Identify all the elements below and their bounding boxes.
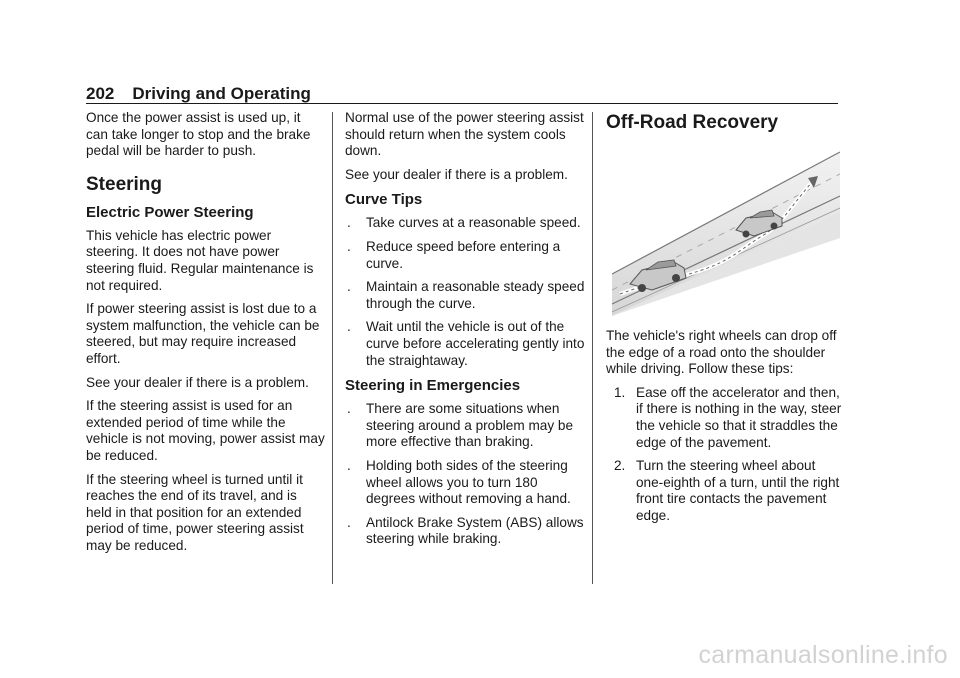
curve-tips-list: [345, 215, 585, 369]
emergencies-list: [345, 401, 585, 548]
bullet: .: [347, 319, 351, 335]
column-left: [86, 110, 326, 561]
paragraph: Normal use of the power steering assist should return when the system cools down.: [345, 110, 584, 159]
list-item: 2. Turn the steering wheel about one-eighth of a turn, until the right front tire contacts the pavement edge.: [614, 458, 840, 523]
bullet: .: [347, 514, 351, 530]
list-item: 1. Ease off the accelerator and then, if there is nothing in the way, steer the vehicle so that it straddles the edge of the pavement.: [614, 384, 842, 450]
paragraph: The vehicle's right wheels can drop off the edge of a road onto the shoulder while driving. Follow these tips:: [606, 328, 837, 377]
section-heading: Steering: [86, 173, 163, 195]
list-item: . Antilock Brake System (ABS) allows steering while braking.: [347, 514, 584, 547]
paragraph: If the steering wheel is turned until it reaches the end of its travel, and is held in that position for an extended period of time, power steering assist may be reduced.: [86, 471, 304, 553]
page-header: [86, 84, 311, 104]
list-item: . Take curves at a reasonable speed.: [347, 215, 581, 231]
list-item: . Reduce speed before entering a curve.: [347, 238, 561, 271]
paragraph: If the steering assist is used for an extended period of time while the vehicle is not moving, power assist may be reduced.: [86, 398, 325, 463]
column-divider: [592, 112, 593, 584]
paragraph: Once the power assist is used up, it can take longer to stop and the brake pedal will be harder to push.: [86, 110, 311, 159]
column-right: [606, 110, 842, 532]
subsection-heading: Steering in Emergencies: [345, 377, 521, 395]
step-number: 1.: [614, 384, 626, 400]
bullet: .: [347, 457, 351, 473]
watermark: carmanualsonline.info: [698, 641, 948, 669]
paragraph: See your dealer if there is a problem.: [86, 374, 309, 390]
paragraph: This vehicle has electric power steering. It does not have power steering fluid. Regular maintenance is not required.: [86, 227, 314, 293]
off-road-recovery-illustration: [612, 142, 840, 316]
header-rule: [86, 103, 838, 104]
bullet: .: [347, 279, 351, 295]
list-item: . Maintain a reasonable steady speed through the curve.: [347, 279, 585, 311]
bullet: .: [347, 401, 351, 417]
section-title: Driving and Operating: [132, 84, 311, 103]
subsection-heading: Curve Tips: [345, 191, 423, 209]
recovery-steps-list: [606, 385, 842, 525]
step-number: 2.: [614, 458, 626, 474]
paragraph: See your dealer if there is a problem.: [345, 166, 568, 182]
list-item: . There are some situations when steering around a problem may be more effective than braking.: [347, 401, 574, 450]
section-heading: Off-Road Recovery: [606, 112, 779, 133]
page-number: 202: [86, 84, 115, 103]
bullet: .: [347, 238, 351, 254]
paragraph: If power steering assist is lost due to a system malfunction, the vehicle can be steered, but may require increased effort.: [86, 301, 320, 366]
column-middle: [345, 110, 585, 555]
bullet: .: [347, 215, 351, 231]
list-item: . Wait until the vehicle is out of the curve before accelerating gently into the straightaway.: [347, 319, 585, 368]
list-item: . Holding both sides of the steering wheel allows you to turn 180 degrees without removing a hand.: [347, 457, 571, 507]
subsection-heading: Electric Power Steering: [86, 203, 254, 221]
column-divider: [332, 112, 333, 584]
